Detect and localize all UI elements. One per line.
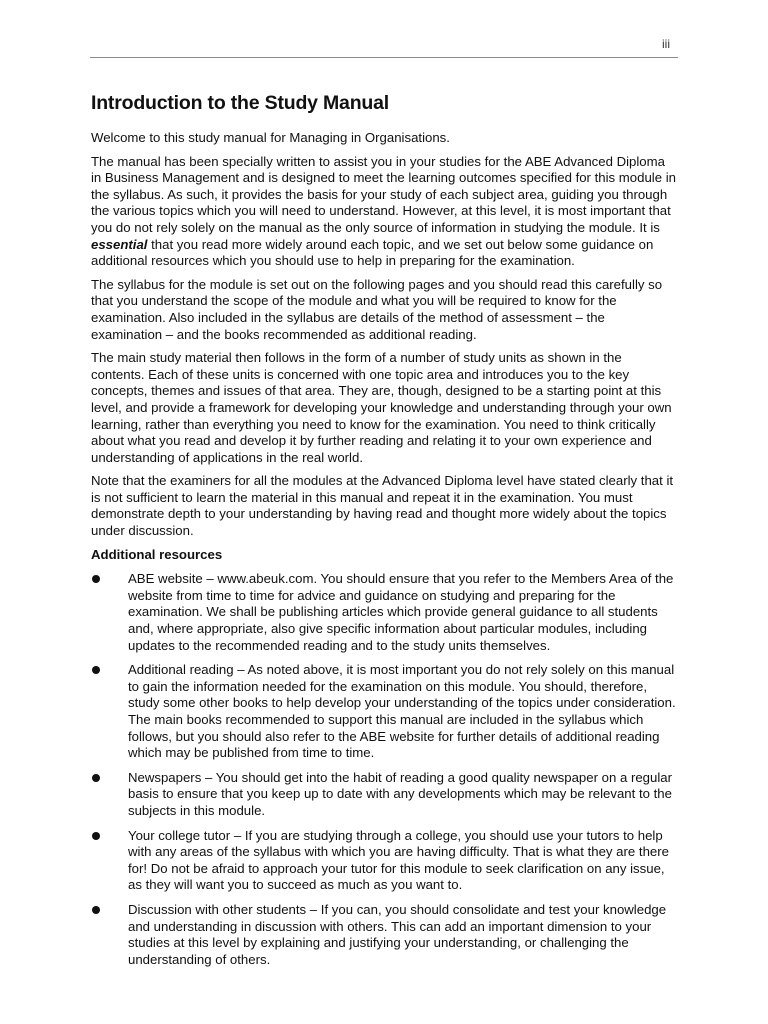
bullet-icon	[92, 575, 100, 583]
page-number: iii	[662, 37, 670, 51]
page-title: Introduction to the Study Manual	[91, 92, 389, 114]
list-item	[91, 571, 677, 654]
intro-paragraph-welcome: Welcome to this study manual for Managing in Organisations.	[91, 130, 450, 145]
header-rule	[90, 57, 678, 58]
list-item	[91, 828, 677, 894]
list-item	[91, 662, 677, 762]
intro-paragraph-manual	[91, 154, 677, 270]
bullet-icon	[92, 906, 100, 914]
list-item	[91, 902, 677, 968]
list-item	[91, 770, 677, 820]
emphasis-essential: essential	[91, 236, 148, 252]
list-item-text: Newspapers – You should get into the habit of reading a good quality newspaper on a regular basis to ensure that you keep up to date with any developments which may be relevant to the subjects in this module.	[128, 769, 673, 818]
intro-paragraph-syllabus: The syllabus for the module is set out on the following pages and you should read this carefully so that you understand the scope of the module and what you will be required to know for the examination. Also included in the syllabus are details of the method of assessment – the examination – and the books recommended as additional reading.	[91, 276, 663, 342]
intro-paragraph-study-material: The main study material then follows in the form of a number of study units as shown in the contents. Each of these units is concerned with one topic area and introduces you to the key concepts, themes and issues of that area. They are, though, designed to be a starting point at this level, and provide a framework for developing your knowledge and understanding through your own learning, rather than everything you need to know for the examination. You need to think critically about what you read and develop it by further reading and relating it to your own experience and understanding of applications in the real world.	[91, 350, 672, 465]
paragraph-text: The manual has been specially written to assist you in your studies for the ABE Advanced Diploma in Business Management and is designed to meet the learning outcomes specified for this module in the syllabus. As such, it provides the basis for your study of each subject area, guiding you through the various topics which you will need to understand. However, at this level, it is most important that you do not rely solely on the manual as the only source of information in studying the module. It is	[91, 153, 676, 235]
list-item-text: Additional reading – As noted above, it is most important you do not rely solely on this manual to gain the information needed for the examination on this module. You should, therefore, study some other books to help develop your understanding of the topics under consideration. The main books recommended to support this manual are included in the syllabus which follows, but you should also refer to the ABE website for further details of additional reading which may be published from time to time.	[128, 662, 676, 761]
page-content	[91, 90, 677, 976]
bullet-icon	[92, 666, 100, 674]
bullet-icon	[92, 832, 100, 840]
intro-paragraph-examiners: Note that the examiners for all the modules at the Advanced Diploma level have stated clearly that it is not sufficient to learn the material in this manual and repeat it in the examination. You must demonstrate depth to your understanding by having read and thought more widely about the topics under discussion.	[91, 473, 674, 539]
list-item-text: Discussion with other students – If you can, you should consolidate and test your knowledge and understanding in discussion with others. This can add an important dimension to your studies at this level by explaining and justifying your understanding, or challenging the understanding of others.	[128, 901, 667, 967]
list-item-text: ABE website – www.abeuk.com. You should ensure that you refer to the Members Area of the website from time to time for advice and guidance on studying and preparing for the examination. We shall be publishing articles which provide general guidance to all students and, where appropriate, also give specific information about particular modules, including updates to the recommended reading and to the study units themselves.	[128, 571, 674, 653]
bullet-icon	[92, 774, 100, 782]
paragraph-text: that you read more widely around each topic, and we set out below some guidance on additional resources which you should use to help in preparing for the examination.	[91, 236, 654, 269]
list-item-text: Your college tutor – If you are studying through a college, you should use your tutors to help with any areas of the syllabus with which you are having difficulty. That is what they are there for! Do not be afraid to approach your tutor for this module to seek clarification on any issue, as they will want you to succeed as much as you want to.	[128, 827, 669, 893]
section-heading-additional-resources: Additional resources	[91, 546, 223, 562]
resources-list	[91, 571, 677, 968]
